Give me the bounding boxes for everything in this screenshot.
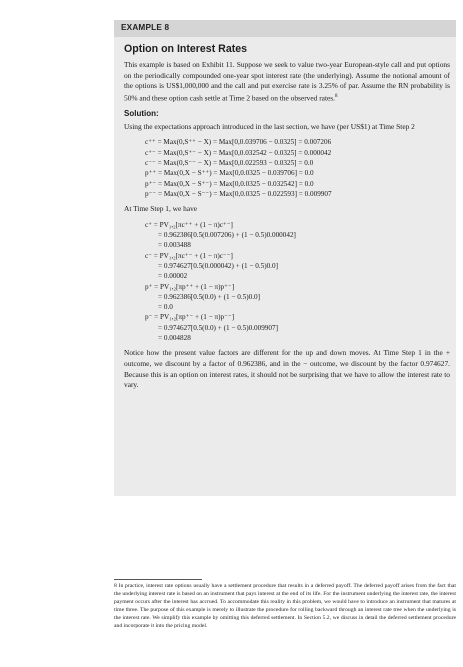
equation-line: = 0.00002 <box>158 272 188 281</box>
equation-line: c⁺⁻ = Max(0,S⁺⁻ − X) = Max[0,0.032542 − 0.0325] = 0.000042 <box>145 148 332 157</box>
footnote-ref: 8 <box>335 93 338 99</box>
example-content <box>124 43 450 391</box>
equation-line: = 0.0 <box>158 303 173 312</box>
example-label: EXAMPLE 8 <box>121 23 170 32</box>
equation-line: c⁺⁺ = Max(0,S⁺⁺ − X) = Max[0,0.039706 − 0.0325] = 0.007206 <box>145 138 332 147</box>
equation-line: = 0.962386[0.5(0.007206) + (1 − 0.5)0.000042] <box>158 231 296 240</box>
footnote-rule <box>114 579 202 580</box>
equation-line: c⁻⁻ = Max(0,S⁻⁻ − X) = Max[0,0.022593 − 0.0325] = 0.0 <box>145 159 314 168</box>
example-box <box>114 20 456 496</box>
step1-equations <box>145 220 450 344</box>
equation-line: = 0.003488 <box>158 241 191 250</box>
conclusion-paragraph: Notice how the present value factors are different for the up and down moves. At Time Step 1 in the + outcome, we discount by a factor of 0.962386, and in the − outcome, we discount by the factor 0.974627. Because this is an option on interest rates, it should not be surprising that we have to allow the interest rate to vary. <box>124 348 450 390</box>
equation-line: p⁻ = PV₁,₂[πp⁺⁻ + (1 − π)p⁻⁻] <box>145 313 235 322</box>
example-header <box>114 20 456 37</box>
equation-line: = 0.962386[0.5(0.0) + (1 − 0.5)0.0] <box>158 292 260 301</box>
step2-equations <box>145 137 450 199</box>
footnote: 8 In practice, interest rate options usually have a settlement procedure that results in a deferred payoff. The deferred payoff arises from the fact that the underlying interest rate is based on an instrument that pays interest at the end of its life. For the instrument underlying the interest rate, the interest payment occurs after the interest has accrued. To accommodate this reality in this problem, we would have to introduce an instrument that matures at time three. The purpose of this example is merely to illustrate the procedure for rolling backward through an interest rate tree when the underlying is the interest rate. We simplify this example by omitting this deferred settlement. In Section 5.2, we discuss in detail the deferred settlement procedure and incorporate it into the pricing model. <box>114 583 456 630</box>
intro-text: This example is based on Exhibit 11. Suppose we seek to value two-year European-style call and put options on the periodically compounded one-year spot interest rate (the underlying). Assume the notional amount of the options is US$1,000,000 and the call and put exercise rate is 3.25% of par. Assume the RN probability is 50% and these option cash settle at Time 2 based on the observed rates. <box>124 60 450 103</box>
example-title: Option on Interest Rates <box>124 43 248 55</box>
expectations-paragraph: Using the expectations approach introduced in the last section, we have (per US$1) at Time Step 2 <box>124 121 415 131</box>
equation-line: c⁺ = PV₁,₂[πc⁺⁺ + (1 − π)c⁺⁻] <box>145 220 233 229</box>
equation-line: p⁺⁻ = Max(0,X − S⁺⁻) = Max[0,0.0325 − 0.032542] = 0.0 <box>145 179 314 188</box>
solution-heading: Solution: <box>124 108 159 118</box>
equation-line: p⁻⁻ = Max(0,X − S⁻⁻) = Max[0,0.0325 − 0.022593] = 0.009907 <box>145 189 332 198</box>
equation-line: = 0.974627[0.5(0.0) + (1 − 0.5)0.009907] <box>158 323 278 332</box>
step1-label: At Time Step 1, we have <box>124 204 198 214</box>
equation-line: p⁺ = PV₁,₂[πp⁺⁺ + (1 − π)p⁺⁻] <box>145 282 235 291</box>
equation-line: c⁻ = PV₁,₂[πc⁺⁻ + (1 − π)c⁻⁻] <box>145 251 233 260</box>
equation-line: p⁺⁺ = Max(0,X − S⁺⁺) = Max[0,0.0325 − 0.039706] = 0.0 <box>145 169 314 178</box>
intro-paragraph <box>124 60 450 104</box>
equation-line: = 0.004828 <box>158 334 191 343</box>
equation-line: = 0.974627[0.5(0.000042) + (1 − 0.5)0.0] <box>158 262 278 270</box>
